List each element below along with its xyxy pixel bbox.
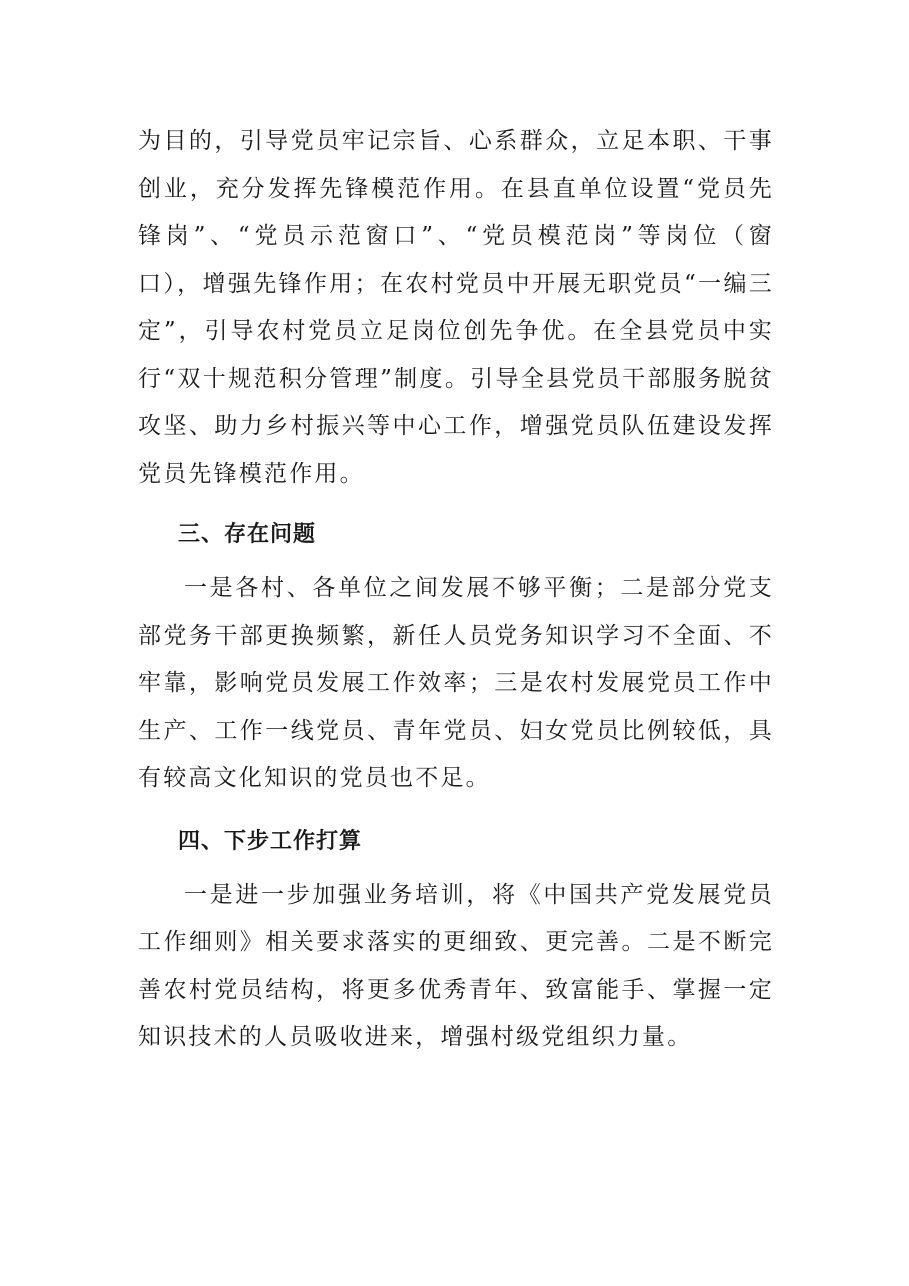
section-heading-next-steps: 四、下步工作打算 [178, 828, 363, 854]
document-body [138, 118, 774, 1062]
next-steps-paragraph: 一是进一步加强业务培训，将《中国共产党发展党员工作细则》相关要求落实的更细致、更完善。二是不断完善农村党员结构，将更多优秀青年、致富能手、掌握一定知识技术的人员吸收进来，增强村级党组织力量。 [138, 881, 774, 1050]
problems-paragraph: 一是各村、各单位之间发展不够平衡；二是部分党支部党务干部更换频繁，新任人员党务知识学习不全面、不牢靠，影响党员发展工作效率；三是农村发展党员工作中生产、工作一线党员、青年党员、妇女党员比例较低，具有较高文化知识的党员也不足。 [138, 575, 774, 791]
section-heading-problems: 三、存在问题 [178, 522, 317, 547]
intro-paragraph: 为目的，引导党员牢记宗旨、心系群众，立足本职、干事创业，充分发挥先锋模范作用。在县直单位设置“党员先锋岗”、“党员示范窗口”、“党员模范岗”等岗位（窗口），增强先锋作用；在农村党员中开展无职党员“一编三定”，引导农村党员立足岗位创先争优。在全县党员中实行“双十规范积分管理”制度。引导全县党员干部服务脱贫攻坚、助力乡村振兴等中心工作，增强党员队伍建设发挥党员先锋模范作用。 [138, 128, 774, 487]
